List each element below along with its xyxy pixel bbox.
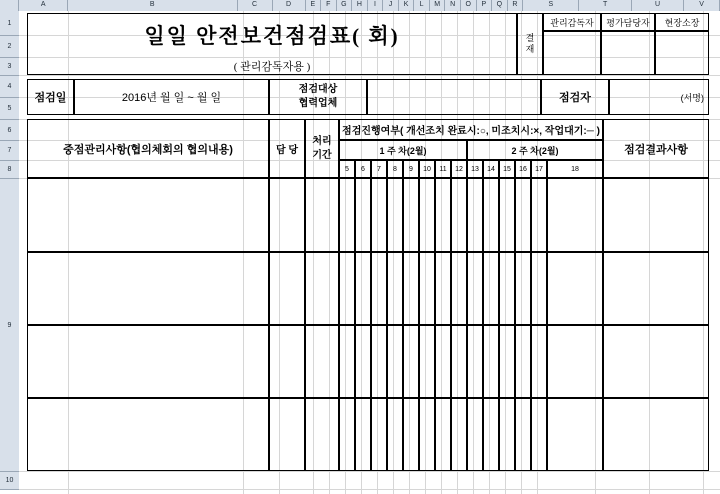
column-header-A[interactable]: A <box>19 0 68 11</box>
row-days-2-d17[interactable] <box>531 252 547 325</box>
row-header-4[interactable]: 4 <box>0 76 19 98</box>
table-row[interactable] <box>27 325 269 398</box>
row-header-7[interactable]: 7 <box>0 141 19 161</box>
column-header-B[interactable]: B <box>68 0 238 11</box>
row-days-3-d6[interactable] <box>355 325 371 398</box>
row-days-2-d15[interactable] <box>499 252 515 325</box>
row-result-2[interactable] <box>603 252 709 325</box>
target-company-label <box>269 79 367 115</box>
sheet-grid <box>19 11 720 494</box>
header-key-management: 중점관리사항(협의체회의 협의내용) <box>27 119 269 178</box>
row-days-1-d7[interactable] <box>371 178 387 252</box>
row-days-1-d12[interactable] <box>451 178 467 252</box>
column-header-G[interactable]: G <box>337 0 353 11</box>
row-period-1[interactable] <box>305 178 339 252</box>
row-days-4-d17[interactable] <box>531 398 547 471</box>
row-result-4[interactable] <box>603 398 709 471</box>
header-day-6: 6 <box>355 160 371 178</box>
header-day-10: 10 <box>419 160 435 178</box>
inspector-label: 점검자 <box>541 79 609 115</box>
row-result-1[interactable] <box>603 178 709 252</box>
target-company-label-line2: 협력업체 <box>298 98 338 109</box>
row-days-2-d18[interactable] <box>547 252 603 325</box>
inspector-signature[interactable]: (서명) <box>609 79 709 115</box>
column-header-H[interactable]: H <box>352 0 368 11</box>
row-days-2-d7[interactable] <box>371 252 387 325</box>
row-days-1-d8[interactable] <box>387 178 403 252</box>
approval-signbox-site-manager[interactable] <box>655 31 709 75</box>
header-result: 점검결과사항 <box>603 119 709 178</box>
row-period-2[interactable] <box>305 252 339 325</box>
column-header-O[interactable]: O <box>461 0 477 11</box>
approval-label <box>517 13 543 75</box>
column-header-N[interactable]: N <box>445 0 461 11</box>
row-days-3-d12[interactable] <box>451 325 467 398</box>
row-days-1-d13[interactable] <box>467 178 483 252</box>
row-days-1-d16[interactable] <box>515 178 531 252</box>
header-period <box>305 119 339 178</box>
column-header-Q[interactable]: Q <box>492 0 508 11</box>
row-days-3-d15[interactable] <box>499 325 515 398</box>
column-header-R[interactable]: R <box>508 0 524 11</box>
row-days-4-d5[interactable] <box>339 398 355 471</box>
row-days-4-d12[interactable] <box>451 398 467 471</box>
header-day-18: 18 <box>547 160 603 178</box>
row-charge-1[interactable] <box>269 178 305 252</box>
row-header-5[interactable]: 5 <box>0 98 19 120</box>
row-days-1-d17[interactable] <box>531 178 547 252</box>
column-header-V[interactable]: V <box>684 0 720 11</box>
table-row[interactable] <box>27 178 269 252</box>
header-week-2: 2 주 차(2월) <box>467 140 603 160</box>
row-days-2-d10[interactable] <box>419 252 435 325</box>
header-day-9: 9 <box>403 160 419 178</box>
approval-col-site-manager: 현장소장 <box>655 13 709 31</box>
row-days-4-d9[interactable] <box>403 398 419 471</box>
row-days-2-d14[interactable] <box>483 252 499 325</box>
row-header-8[interactable]: 8 <box>0 161 19 179</box>
document-subtitle: ( 관리감독자용 ) <box>233 61 311 73</box>
column-header-T[interactable]: T <box>579 0 631 11</box>
row-days-4-d7[interactable] <box>371 398 387 471</box>
header-period-line1: 처리 <box>312 135 332 147</box>
row-days-2-d6[interactable] <box>355 252 371 325</box>
document-title: 일일 안전보건점검표( 회) <box>144 24 400 48</box>
row-period-4[interactable] <box>305 398 339 471</box>
row-result-3[interactable] <box>603 325 709 398</box>
row-days-1-d5[interactable] <box>339 178 355 252</box>
header-day-16: 16 <box>515 160 531 178</box>
target-company-value[interactable] <box>367 79 541 115</box>
title-box <box>27 13 517 75</box>
row-days-3-d16[interactable] <box>515 325 531 398</box>
row-days-4-d15[interactable] <box>499 398 515 471</box>
row-days-3-d11[interactable] <box>435 325 451 398</box>
row-days-1-d9[interactable] <box>403 178 419 252</box>
row-header-1[interactable]: 1 <box>0 11 19 36</box>
header-week-1: 1 주 차(2월) <box>339 140 467 160</box>
row-header-3[interactable]: 3 <box>0 58 19 76</box>
row-days-2-d5[interactable] <box>339 252 355 325</box>
row-charge-4[interactable] <box>269 398 305 471</box>
header-day-17: 17 <box>531 160 547 178</box>
header-day-11: 11 <box>435 160 451 178</box>
inspect-date-value[interactable]: 2016년 월 일 ~ 월 일 <box>74 79 269 115</box>
row-days-3-d5[interactable] <box>339 325 355 398</box>
header-charge: 담 당 <box>269 119 305 178</box>
column-header-L[interactable]: L <box>414 0 430 11</box>
row-days-2-d9[interactable] <box>403 252 419 325</box>
column-header-E[interactable]: E <box>306 0 322 11</box>
row-charge-3[interactable] <box>269 325 305 398</box>
column-header-C[interactable]: C <box>238 0 273 11</box>
header-day-5: 5 <box>339 160 355 178</box>
row-days-4-d8[interactable] <box>387 398 403 471</box>
row-days-1-d11[interactable] <box>435 178 451 252</box>
column-header-J[interactable]: J <box>383 0 399 11</box>
column-header-U[interactable]: U <box>632 0 684 11</box>
row-days-3-d14[interactable] <box>483 325 499 398</box>
column-header-M[interactable]: M <box>430 0 446 11</box>
row-days-3-d18[interactable] <box>547 325 603 398</box>
row-period-3[interactable] <box>305 325 339 398</box>
row-days-3-d10[interactable] <box>419 325 435 398</box>
inspect-date-label: 점검일 <box>27 79 74 115</box>
column-header-D[interactable]: D <box>273 0 306 11</box>
row-days-3-d17[interactable] <box>531 325 547 398</box>
table-row[interactable] <box>27 252 269 325</box>
header-day-7: 7 <box>371 160 387 178</box>
row-days-4-d10[interactable] <box>419 398 435 471</box>
row-header-6[interactable]: 6 <box>0 120 19 141</box>
header-day-13: 13 <box>467 160 483 178</box>
row-days-4-d11[interactable] <box>435 398 451 471</box>
row-days-3-d13[interactable] <box>467 325 483 398</box>
row-days-3-d7[interactable] <box>371 325 387 398</box>
table-row[interactable] <box>27 398 269 471</box>
row-days-2-d13[interactable] <box>467 252 483 325</box>
row-days-2-d8[interactable] <box>387 252 403 325</box>
row-days-1-d18[interactable] <box>547 178 603 252</box>
header-period-line2: 기간 <box>312 149 332 161</box>
row-days-4-d6[interactable] <box>355 398 371 471</box>
approval-label-text: 결재 <box>524 33 535 55</box>
row-days-4-d18[interactable] <box>547 398 603 471</box>
row-days-1-d10[interactable] <box>419 178 435 252</box>
header-progress: 점검진행여부( 개선조치 완료시:○, 미조치시:×, 작업대기:─ ) <box>339 119 603 140</box>
row-days-3-d8[interactable] <box>387 325 403 398</box>
column-header-F[interactable]: F <box>321 0 337 11</box>
header-day-12: 12 <box>451 160 467 178</box>
column-header-P[interactable]: P <box>477 0 493 11</box>
row-header-2[interactable]: 2 <box>0 36 19 58</box>
row-header-10[interactable]: 10 <box>0 472 19 490</box>
row-days-4-d16[interactable] <box>515 398 531 471</box>
row-days-1-d15[interactable] <box>499 178 515 252</box>
row-days-3-d9[interactable] <box>403 325 419 398</box>
column-header-I[interactable]: I <box>368 0 384 11</box>
column-header-S[interactable]: S <box>523 0 579 11</box>
row-header-strip <box>0 11 20 490</box>
approval-col-evaluator: 평가담당자 <box>601 13 655 31</box>
column-header-K[interactable]: K <box>399 0 415 11</box>
header-day-15: 15 <box>499 160 515 178</box>
row-days-2-d16[interactable] <box>515 252 531 325</box>
approval-col-manager: 관리감독자 <box>543 13 601 31</box>
target-company-label-line1: 점검대상 <box>298 84 338 95</box>
row-days-2-d12[interactable] <box>451 252 467 325</box>
row-charge-2[interactable] <box>269 252 305 325</box>
row-days-2-d11[interactable] <box>435 252 451 325</box>
approval-signbox-evaluator[interactable] <box>601 31 655 75</box>
row-days-4-d14[interactable] <box>483 398 499 471</box>
row-days-4-d13[interactable] <box>467 398 483 471</box>
row-days-1-d6[interactable] <box>355 178 371 252</box>
row-days-1-d14[interactable] <box>483 178 499 252</box>
select-all-corner[interactable] <box>0 0 19 11</box>
header-day-14: 14 <box>483 160 499 178</box>
approval-signbox-manager[interactable] <box>543 31 601 75</box>
row-header-9[interactable]: 9 <box>0 179 19 472</box>
header-day-8: 8 <box>387 160 403 178</box>
